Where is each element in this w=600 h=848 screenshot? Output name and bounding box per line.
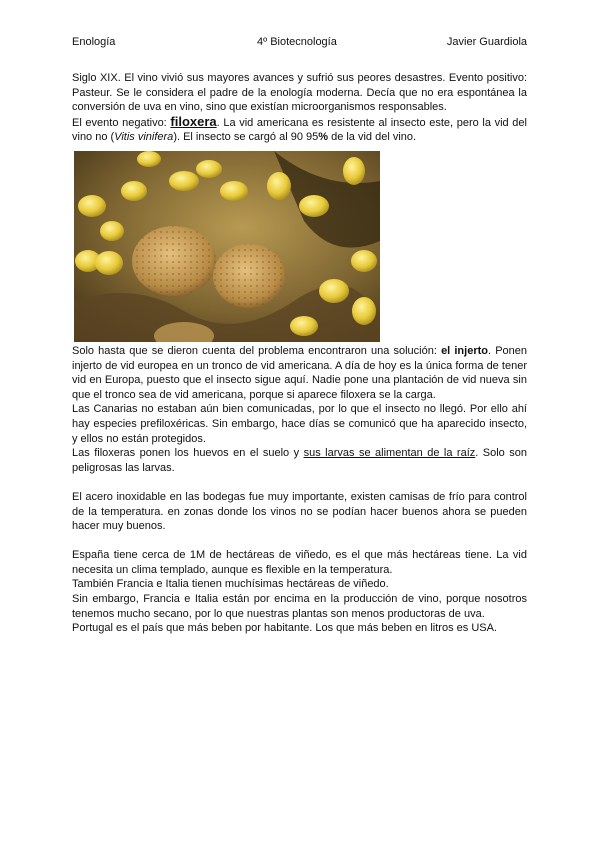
text-span: . Ponen injerto de vid europea en un tronco de vid americana. A día de hoy es la única forma de tener vid en Europa, puesto que el insecto sigue aquí. Nadie pone una plantación de vid nueva sin que el tronco sea de vid americana, porque si aparece filoxera se la carga. [72, 344, 528, 401]
larvas-underlined: sus larvas se alimentan de la raíz [303, 447, 476, 460]
header-subject: Enología [72, 36, 116, 48]
paragraph-larvas [72, 446, 527, 475]
paragraph-filoxera [72, 115, 527, 145]
paragraph-espana: España tiene cerca de 1M de hectáreas de viñedo, es el que más hectáreas tiene. La vid necesita un clima templado, aunque es flexible en la temperatura. [72, 549, 527, 576]
phylloxera-photo [74, 151, 380, 342]
percent-sign: % [318, 131, 329, 144]
page-header [72, 36, 527, 50]
header-course: 4º Biotecnología [257, 36, 337, 48]
document-body [72, 71, 527, 636]
text-span: El evento negativo: [72, 116, 171, 129]
text-span: . Solo son peligrosas las larvas. [72, 447, 527, 474]
text-span: ). El insecto se cargó al 90 95 [173, 131, 319, 144]
paragraph-canarias: Las Canarias no estaban aún bien comunicadas, por lo que el insecto no llegó. Por ello ahí hay especies prefiloxéricas. Sin embargo, hace días se comunicó que ha aparecido insecto, y ellos no están protegidos. [72, 403, 527, 445]
paragraph-produccion: Sin embargo, Francia e Italia están por encima en la producción de vino, porque nosotros tenemos mucho secano, por lo que nuestras plantas son menos productoras de uva. [72, 593, 527, 620]
injerto-term: el injerto [441, 344, 488, 357]
text-span: Solo hasta que se dieron cuenta del problema encontraron una solución: [72, 344, 442, 357]
paragraph-injerto [72, 344, 527, 402]
filoxera-term: filoxera [170, 113, 217, 129]
paragraph-francia-italia: También Francia e Italia tienen muchísimas hectáreas de viñedo. [72, 578, 389, 591]
paragraph-acero: El acero inoxidable en las bodegas fue muy importante, existen camisas de frío para control de la temperatura. en zonas donde los vinos no se podían hacer buenos ahora se pueden hacer muy buenos. [72, 490, 527, 533]
text-span: . La vid americana es resistente al insecto este, pero la vid del vino no ( [72, 116, 527, 144]
paragraph-portugal: Portugal es el país que más beben por habitante. Los que más beben en litros es USA. [72, 622, 497, 635]
text-span: Las filoxeras ponen los huevos en el suelo y [72, 447, 304, 460]
text-span: de la vid del vino. [328, 131, 417, 144]
species-name: Vitis vinifera [114, 131, 174, 144]
header-author: Javier Guardiola [446, 36, 527, 48]
paragraph-pasteur: Siglo XIX. El vino vivió sus mayores avances y sufrió sus peores desastres. Evento positivo: Pasteur. Se le considera el padre de la enología moderna. Decía que no era espontánea la conversión de uva en vino, sino que existían microorganismos responsables. [72, 72, 527, 114]
